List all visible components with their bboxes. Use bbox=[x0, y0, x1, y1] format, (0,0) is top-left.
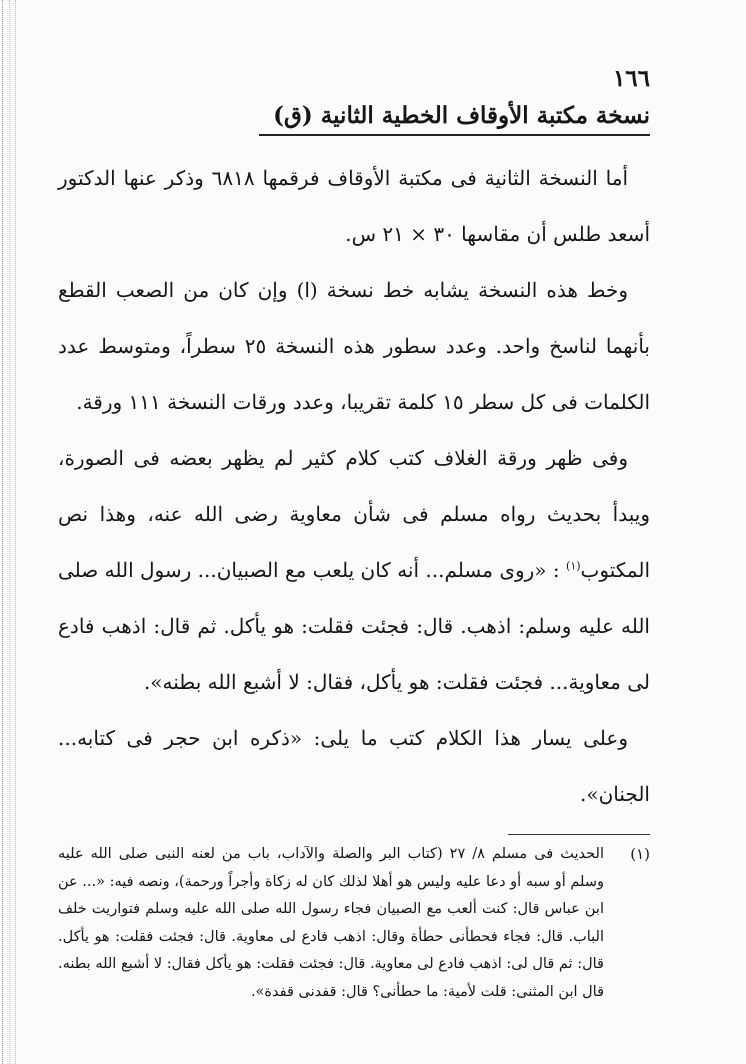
section-heading: نسخة مكتبة الأوقاف الخطية الثانية (ق) bbox=[259, 102, 650, 136]
footnotes bbox=[58, 841, 650, 1006]
paragraph: وخط هذه النسخة يشابه خط نسخة (ا) وإن كان من الصعب القطع بأنهما لناسخ واحد. وعدد سطور هذه النسخة ٢٥ سطراً، ومتوسط عدد الكلمات فى كل سطر ١٥ كلمة تقريبا، وعدد ورقات النسخة ١١١ ورقة. bbox=[58, 278, 650, 414]
footnote-number: (١) bbox=[630, 845, 650, 863]
footnote-separator bbox=[508, 834, 650, 835]
book-page bbox=[58, 60, 650, 1006]
binding-edge-inner bbox=[15, 0, 18, 1064]
paragraph-text: وفى ظهر ورقة الغلاف كتب كلام كثير لم يظهر بعضه فى الصورة، ويبدأ بحديث رواه مسلم فى شأن معاوية رضى الله عنه، وهذا نص المكتوب bbox=[58, 446, 650, 582]
footnote-marker: (١) bbox=[566, 559, 581, 573]
paragraph-quote: : «روى مسلم... أنه كان يلعب مع الصبيان... رسول الله صلى الله عليه وسلم: اذهب. قال: فجئت فقلت: هو يأكل. ثم قال: اذهب فادع لى معاوية... فجئت فقلت: هو يأكل، فقال: لا أشبع الله بطنه». bbox=[58, 558, 650, 694]
footnote bbox=[58, 841, 650, 1006]
paragraph-with-footnote bbox=[58, 430, 650, 710]
paragraph: وعلى يسار هذا الكلام كتب ما يلى: «ذكره ابن حجر فى كتابه... الجنان». bbox=[58, 726, 650, 806]
paragraph: أما النسخة الثانية فى مكتبة الأوقاف فرقمها ٦٨١٨ وذكر عنها الدكتور أسعد طلس أن مقاسها ٣٠ × ٢١ س. bbox=[58, 166, 650, 246]
page-number: ١٦٦ bbox=[612, 65, 650, 92]
binding-edge bbox=[2, 0, 10, 1064]
body-text bbox=[58, 150, 650, 822]
footnote-text: الحديث فى مسلم ٨/ ٢٧ (كتاب البر والصلة والآداب، باب من لعنه النبى صلى الله عليه وسلم أو سبه أو دعا عليه وليس هو أهلا لذلك كان له زكاة وأجراً ورحمة)، ونصه فيه: «... عن ابن عباس قال: كنت ألعب مع الصبيان فجاء رسول الله صلى الله عليه وسلم فتواريت خلف الباب. قال: فجاء فحطأنى حطأة وقال: اذهب فادع لى معاوية. قال: فجئت فقلت: هو يأكل. قال: ثم قال لى: اذهب فادع لى معاوية. قال: فجئت فقلت: هو يأكل فقال: لا أشبع الله بطنه. قال ابن المثنى: قلت لأمية: ما حطأنى؟ قال: قفدنى قفدة». bbox=[58, 846, 604, 1000]
